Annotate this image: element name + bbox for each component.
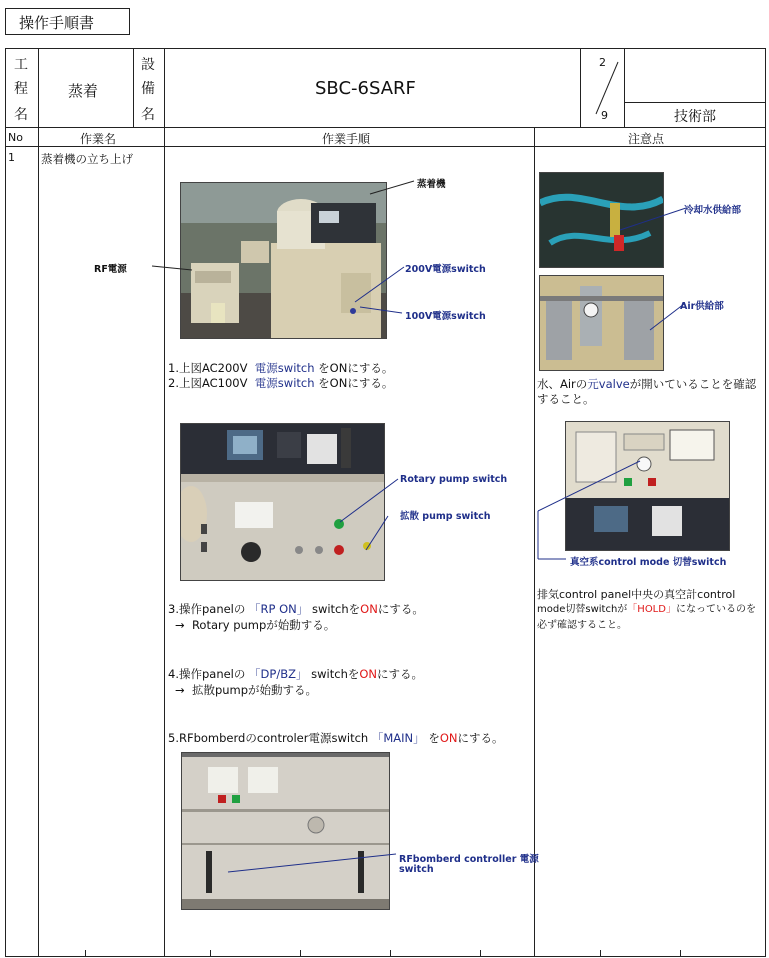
panel-note-line-1: 排気control panel中央の真空計control — [537, 588, 736, 601]
equipment-label-2: 備 — [141, 81, 155, 97]
callout-cooling-water: 冷却水供給部 — [684, 205, 742, 216]
page-current: 2 — [599, 56, 606, 69]
callout-sw200: 200V電源switch — [405, 264, 486, 275]
row-no: 1 — [8, 151, 15, 164]
col-no: No — [8, 131, 23, 144]
rf-controller-callout-line — [220, 850, 400, 880]
equipment-label-3: 名 — [141, 107, 155, 123]
rf-controller-photo — [181, 752, 390, 910]
valve-note-line-1: 水、Airの元valveが開いていることを確認 — [537, 377, 757, 391]
equipment-label-1: 設 — [141, 57, 155, 73]
callout-rf-controller-1: RFbomberd controller 電源 — [399, 854, 539, 865]
process-label-2: 程 — [14, 81, 28, 97]
step-3: 3.操作panelの 「RP ON」 switchをONにする。 — [168, 602, 424, 616]
callout-vacuum-mode: 真空系control mode 切替switch — [570, 557, 727, 568]
vacuum-panel-callout-line — [536, 455, 646, 565]
process-label-3: 名 — [14, 107, 28, 123]
callout-rf-power: RF電源 — [94, 264, 127, 275]
step-3-result: → Rotary pumpが始動する。 — [175, 618, 336, 632]
callout-sw100: 100V電源switch — [405, 311, 486, 322]
panel-note-line-2: mode切替switchが「HOLD」になっているのを — [537, 604, 756, 615]
callout-air-supply: Air供給部 — [680, 301, 724, 312]
process-value: 蒸着 — [68, 82, 99, 100]
process-label-1: 工 — [14, 57, 28, 73]
callout-rf-controller-2: switch — [399, 864, 434, 875]
row-task: 蒸着機の立ち上げ — [41, 152, 133, 166]
step-5: 5.RFbomberdのcontroler電源switch 「MAIN」 をONにする。 — [168, 731, 504, 745]
callout-diffusion-pump: 拡散 pump switch — [400, 511, 491, 522]
col-task: 作業名 — [80, 132, 117, 146]
panel-note-line-3: 必ず確認すること。 — [537, 620, 627, 631]
valve-note-line-2: すること。 — [537, 392, 595, 406]
department: 技術部 — [674, 109, 716, 125]
doc-title: 操作手順書 — [19, 14, 95, 32]
step-2: 2.上図AC100V 電源switch をONにする。 — [168, 376, 394, 390]
equipment-value: SBC-6SARF — [315, 78, 416, 99]
col-notes: 注意点 — [628, 132, 665, 146]
step-1: 1.上図AC200V 電源switch をONにする。 — [168, 361, 394, 375]
callout-machine: 蒸着機 — [417, 179, 446, 190]
step-4-result: → 拡散pumpが始動する。 — [175, 683, 318, 697]
control-panel-callout-lines — [330, 470, 410, 560]
col-procedure: 作業手順 — [322, 132, 371, 146]
page-total: 9 — [601, 109, 608, 122]
step-4: 4.操作panelの 「DP/BZ」 switchをONにする。 — [168, 667, 424, 681]
evaporator-callout-lines — [150, 172, 420, 332]
cooling-water-callout-line — [600, 200, 690, 240]
callout-rotary-pump: Rotary pump switch — [400, 474, 508, 485]
